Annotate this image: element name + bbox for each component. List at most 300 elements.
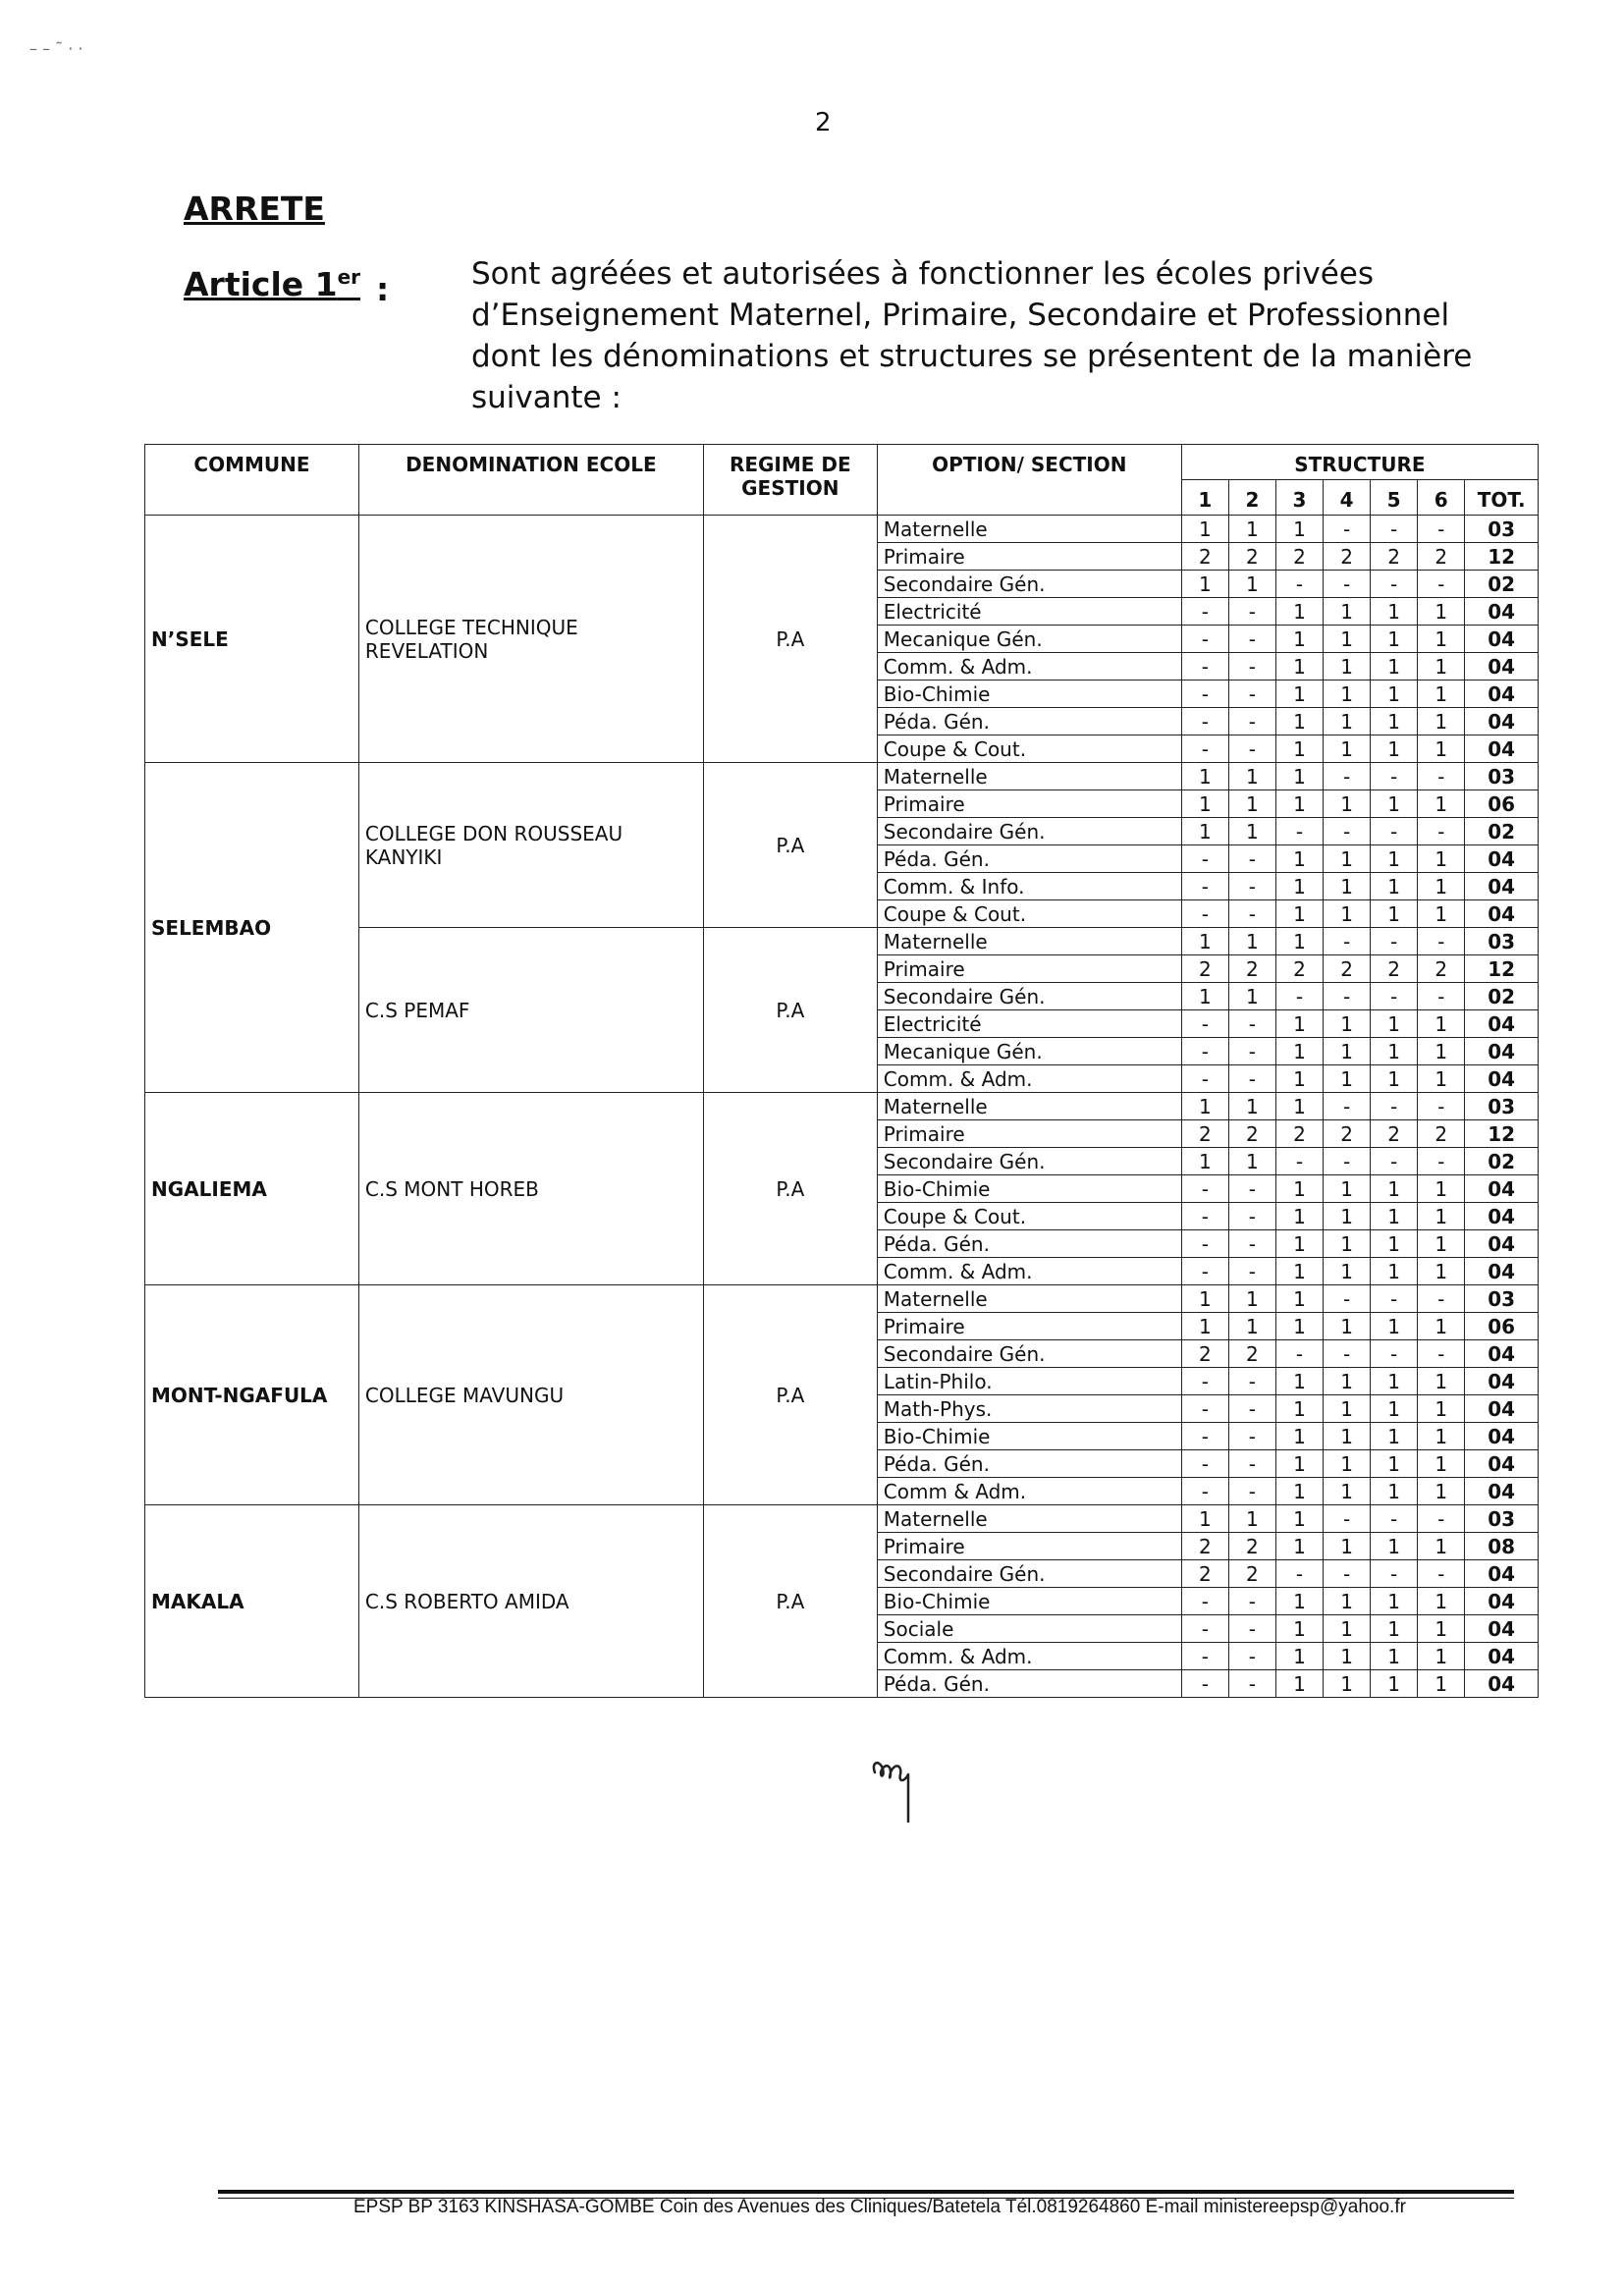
structure-level-cell: - — [1371, 818, 1418, 845]
structure-total-cell: 03 — [1465, 1093, 1539, 1120]
structure-level-cell: 1 — [1275, 1643, 1323, 1670]
header-level: 1 — [1181, 480, 1228, 516]
structure-level-cell: 1 — [1228, 1313, 1275, 1340]
structure-level-cell: - — [1324, 928, 1371, 955]
structure-level-cell: - — [1228, 1175, 1275, 1203]
structure-level-cell: - — [1228, 598, 1275, 626]
structure-level-cell: - — [1181, 1395, 1228, 1423]
structure-level-cell: - — [1324, 1148, 1371, 1175]
structure-total-cell: 04 — [1465, 1588, 1539, 1615]
structure-level-cell: 2 — [1371, 955, 1418, 983]
table-row — [145, 1285, 1539, 1313]
structure-level-cell: 1 — [1371, 681, 1418, 708]
structure-level-cell: - — [1181, 1038, 1228, 1065]
option-cell: Comm. & Adm. — [877, 1643, 1181, 1670]
structure-total-cell: 04 — [1465, 1560, 1539, 1588]
structure-level-cell: 1 — [1371, 735, 1418, 763]
structure-total-cell: 04 — [1465, 900, 1539, 928]
structure-level-cell: 2 — [1181, 1533, 1228, 1560]
school-name-cell: COLLEGE DON ROUSSEAU KANYIKI — [358, 763, 703, 928]
structure-level-cell: - — [1418, 1093, 1465, 1120]
structure-level-cell: 1 — [1418, 1010, 1465, 1038]
structure-level-cell: 1 — [1418, 1450, 1465, 1478]
structure-level-cell: 1 — [1371, 1643, 1418, 1670]
structure-level-cell: 1 — [1324, 1230, 1371, 1258]
footer-rule — [218, 2190, 1514, 2194]
structure-level-cell: 1 — [1228, 763, 1275, 790]
structure-total-cell: 04 — [1465, 1340, 1539, 1368]
option-cell: Math-Phys. — [877, 1395, 1181, 1423]
structure-level-cell: 2 — [1371, 1120, 1418, 1148]
structure-level-cell: - — [1371, 928, 1418, 955]
option-cell: Mecanique Gén. — [877, 626, 1181, 653]
structure-level-cell: - — [1228, 1038, 1275, 1065]
structure-level-cell: - — [1228, 1670, 1275, 1698]
structure-level-cell: - — [1228, 900, 1275, 928]
structure-level-cell: - — [1228, 626, 1275, 653]
structure-total-cell: 12 — [1465, 1120, 1539, 1148]
structure-total-cell: 03 — [1465, 1285, 1539, 1313]
structure-level-cell: 2 — [1275, 955, 1323, 983]
structure-total-cell: 04 — [1465, 1478, 1539, 1505]
structure-level-cell: 1 — [1324, 790, 1371, 818]
regime-cell: P.A — [703, 516, 877, 763]
structure-level-cell: 1 — [1275, 1670, 1323, 1698]
option-cell: Maternelle — [877, 516, 1181, 543]
structure-level-cell: - — [1418, 1560, 1465, 1588]
structure-level-cell: - — [1371, 1093, 1418, 1120]
structure-level-cell: 1 — [1324, 845, 1371, 873]
structure-level-cell: - — [1324, 763, 1371, 790]
structure-level-cell: 1 — [1418, 845, 1465, 873]
structure-level-cell: 1 — [1371, 1368, 1418, 1395]
commune-cell: N’SELE — [145, 516, 359, 763]
option-cell: Primaire — [877, 955, 1181, 983]
structure-total-cell: 04 — [1465, 1258, 1539, 1285]
structure-level-cell: - — [1181, 845, 1228, 873]
option-cell: Secondaire Gén. — [877, 1148, 1181, 1175]
structure-level-cell: 1 — [1371, 1670, 1418, 1698]
structure-level-cell: 1 — [1228, 571, 1275, 598]
table-header-row — [145, 445, 1539, 480]
option-cell: Primaire — [877, 1533, 1181, 1560]
structure-level-cell: 1 — [1418, 1313, 1465, 1340]
structure-level-cell: 1 — [1228, 983, 1275, 1010]
option-cell: Latin-Philo. — [877, 1368, 1181, 1395]
structure-total-cell: 02 — [1465, 571, 1539, 598]
structure-level-cell: 1 — [1275, 1450, 1323, 1478]
structure-level-cell: - — [1181, 1423, 1228, 1450]
structure-level-cell: - — [1181, 1203, 1228, 1230]
option-cell: Coupe & Cout. — [877, 900, 1181, 928]
structure-level-cell: 1 — [1181, 983, 1228, 1010]
article-colon: : — [376, 270, 390, 308]
option-cell: Maternelle — [877, 1093, 1181, 1120]
structure-level-cell: - — [1324, 1505, 1371, 1533]
structure-level-cell: 1 — [1228, 1148, 1275, 1175]
structure-level-cell: 2 — [1228, 543, 1275, 571]
structure-level-cell: 1 — [1181, 790, 1228, 818]
structure-level-cell: - — [1418, 1505, 1465, 1533]
structure-level-cell: 1 — [1275, 1478, 1323, 1505]
structure-level-cell: 1 — [1228, 1285, 1275, 1313]
commune-cell: NGALIEMA — [145, 1093, 359, 1285]
structure-level-cell: - — [1371, 1285, 1418, 1313]
structure-level-cell: 2 — [1275, 543, 1323, 571]
structure-level-cell: 1 — [1181, 1093, 1228, 1120]
structure-level-cell: - — [1228, 735, 1275, 763]
structure-level-cell: 1 — [1418, 1395, 1465, 1423]
structure-level-cell: - — [1228, 1065, 1275, 1093]
structure-level-cell: - — [1371, 1148, 1418, 1175]
structure-level-cell: - — [1181, 900, 1228, 928]
structure-level-cell: - — [1181, 873, 1228, 900]
structure-total-cell: 04 — [1465, 1670, 1539, 1698]
structure-level-cell: - — [1418, 818, 1465, 845]
structure-level-cell: 2 — [1418, 955, 1465, 983]
structure-level-cell: - — [1371, 1505, 1418, 1533]
structure-level-cell: 1 — [1275, 1038, 1323, 1065]
structure-level-cell: 1 — [1181, 818, 1228, 845]
structure-level-cell: 1 — [1324, 1175, 1371, 1203]
option-cell: Primaire — [877, 1313, 1181, 1340]
option-cell: Primaire — [877, 1120, 1181, 1148]
option-cell: Sociale — [877, 1615, 1181, 1643]
structure-level-cell: - — [1228, 845, 1275, 873]
structure-total-cell: 06 — [1465, 790, 1539, 818]
header-ecole: DENOMINATION ECOLE — [358, 445, 703, 516]
structure-level-cell: 1 — [1418, 626, 1465, 653]
decree-heading: ARRETE — [184, 190, 325, 228]
structure-level-cell: 1 — [1418, 1203, 1465, 1230]
structure-level-cell: 1 — [1275, 845, 1323, 873]
structure-level-cell: 1 — [1324, 1450, 1371, 1478]
structure-level-cell: 1 — [1418, 1615, 1465, 1643]
structure-level-cell: - — [1181, 598, 1228, 626]
header-structure: STRUCTURE — [1181, 445, 1538, 480]
initials-signature — [869, 1753, 928, 1826]
structure-level-cell: 1 — [1418, 653, 1465, 681]
regime-cell: P.A — [703, 1505, 877, 1698]
structure-level-cell: - — [1228, 708, 1275, 735]
option-cell: Comm. & Adm. — [877, 653, 1181, 681]
structure-level-cell: - — [1275, 1340, 1323, 1368]
structure-level-cell: 1 — [1275, 928, 1323, 955]
structure-level-cell: 1 — [1418, 1065, 1465, 1093]
structure-level-cell: 1 — [1418, 1258, 1465, 1285]
structure-level-cell: - — [1371, 1560, 1418, 1588]
structure-level-cell: 1 — [1418, 681, 1465, 708]
structure-total-cell: 04 — [1465, 598, 1539, 626]
structure-level-cell: 1 — [1275, 763, 1323, 790]
structure-level-cell: 1 — [1371, 1038, 1418, 1065]
option-cell: Maternelle — [877, 763, 1181, 790]
structure-total-cell: 03 — [1465, 516, 1539, 543]
structure-level-cell: 1 — [1324, 1368, 1371, 1395]
option-cell: Comm. & Adm. — [877, 1258, 1181, 1285]
structure-level-cell: 1 — [1418, 1588, 1465, 1615]
school-name-cell: C.S PEMAF — [358, 928, 703, 1093]
option-cell: Mecanique Gén. — [877, 1038, 1181, 1065]
structure-level-cell: 1 — [1371, 598, 1418, 626]
structure-level-cell: - — [1181, 1065, 1228, 1093]
structure-level-cell: - — [1418, 1148, 1465, 1175]
table-row — [145, 1505, 1539, 1533]
structure-total-cell: 04 — [1465, 1643, 1539, 1670]
structure-total-cell: 04 — [1465, 1203, 1539, 1230]
structure-level-cell: 1 — [1324, 598, 1371, 626]
structure-level-cell: 2 — [1228, 1560, 1275, 1588]
structure-level-cell: - — [1228, 1010, 1275, 1038]
option-cell: Coupe & Cout. — [877, 1203, 1181, 1230]
structure-level-cell: 1 — [1324, 1313, 1371, 1340]
structure-level-cell: 1 — [1418, 1230, 1465, 1258]
option-cell: Péda. Gén. — [877, 708, 1181, 735]
structure-level-cell: - — [1324, 1560, 1371, 1588]
structure-level-cell: 1 — [1181, 928, 1228, 955]
structure-level-cell: - — [1228, 1203, 1275, 1230]
regime-cell: P.A — [703, 763, 877, 928]
structure-total-cell: 06 — [1465, 1313, 1539, 1340]
structure-level-cell: 1 — [1371, 626, 1418, 653]
table-row — [145, 1093, 1539, 1120]
structure-level-cell: 1 — [1275, 516, 1323, 543]
structure-level-cell: 1 — [1324, 900, 1371, 928]
structure-level-cell: 1 — [1181, 1285, 1228, 1313]
header-level: 3 — [1275, 480, 1323, 516]
structure-level-cell: - — [1181, 1643, 1228, 1670]
option-cell: Secondaire Gén. — [877, 983, 1181, 1010]
structure-level-cell: - — [1418, 516, 1465, 543]
article-label-text: Article 1 — [184, 265, 338, 303]
structure-total-cell: 04 — [1465, 845, 1539, 873]
option-cell: Electricité — [877, 1010, 1181, 1038]
structure-level-cell: - — [1181, 1230, 1228, 1258]
header-level: 2 — [1228, 480, 1275, 516]
structure-level-cell: - — [1228, 1643, 1275, 1670]
option-cell: Secondaire Gén. — [877, 1560, 1181, 1588]
option-cell: Maternelle — [877, 1505, 1181, 1533]
structure-level-cell: - — [1228, 1230, 1275, 1258]
structure-total-cell: 03 — [1465, 1505, 1539, 1533]
structure-level-cell: 1 — [1275, 1203, 1323, 1230]
structure-total-cell: 04 — [1465, 708, 1539, 735]
structure-level-cell: 1 — [1418, 1670, 1465, 1698]
structure-level-cell: - — [1371, 983, 1418, 1010]
structure-level-cell: 1 — [1324, 1395, 1371, 1423]
structure-level-cell: - — [1181, 1478, 1228, 1505]
structure-level-cell: 1 — [1418, 1368, 1465, 1395]
option-cell: Comm. & Info. — [877, 873, 1181, 900]
structure-level-cell: - — [1228, 1395, 1275, 1423]
option-cell: Secondaire Gén. — [877, 818, 1181, 845]
option-cell: Maternelle — [877, 928, 1181, 955]
structure-level-cell: - — [1324, 571, 1371, 598]
structure-level-cell: 1 — [1275, 900, 1323, 928]
header-total: TOT. — [1465, 480, 1539, 516]
structure-total-cell: 04 — [1465, 626, 1539, 653]
structure-total-cell: 03 — [1465, 763, 1539, 790]
structure-total-cell: 04 — [1465, 1423, 1539, 1450]
structure-level-cell: 2 — [1324, 955, 1371, 983]
option-cell: Péda. Gén. — [877, 1670, 1181, 1698]
option-cell: Maternelle — [877, 1285, 1181, 1313]
option-cell: Péda. Gén. — [877, 1230, 1181, 1258]
structure-level-cell: - — [1371, 516, 1418, 543]
structure-level-cell: 2 — [1181, 955, 1228, 983]
structure-level-cell: - — [1418, 928, 1465, 955]
school-name-cell: COLLEGE MAVUNGU — [358, 1285, 703, 1505]
structure-level-cell: 1 — [1324, 873, 1371, 900]
structure-level-cell: 1 — [1275, 1313, 1323, 1340]
structure-level-cell: 1 — [1324, 1643, 1371, 1670]
structure-level-cell: 1 — [1228, 790, 1275, 818]
structure-level-cell: 1 — [1181, 1313, 1228, 1340]
header-option: OPTION/ SECTION — [877, 445, 1181, 516]
structure-total-cell: 02 — [1465, 1148, 1539, 1175]
structure-level-cell: 1 — [1275, 1285, 1323, 1313]
structure-level-cell: 1 — [1324, 1670, 1371, 1698]
table-row — [145, 516, 1539, 543]
structure-level-cell: - — [1324, 1093, 1371, 1120]
structure-level-cell: 1 — [1371, 873, 1418, 900]
structure-level-cell: 1 — [1228, 516, 1275, 543]
structure-level-cell: 1 — [1228, 928, 1275, 955]
structure-level-cell: 1 — [1371, 1313, 1418, 1340]
structure-level-cell: - — [1324, 516, 1371, 543]
structure-level-cell: 1 — [1275, 790, 1323, 818]
structure-level-cell: - — [1228, 1423, 1275, 1450]
structure-total-cell: 04 — [1465, 1230, 1539, 1258]
structure-total-cell: 04 — [1465, 1450, 1539, 1478]
structure-level-cell: 1 — [1371, 790, 1418, 818]
structure-level-cell: 2 — [1228, 1340, 1275, 1368]
structure-level-cell: - — [1324, 983, 1371, 1010]
structure-level-cell: - — [1418, 1285, 1465, 1313]
structure-level-cell: 1 — [1418, 873, 1465, 900]
structure-level-cell: 1 — [1418, 1175, 1465, 1203]
structure-level-cell: 1 — [1371, 1423, 1418, 1450]
structure-total-cell: 04 — [1465, 681, 1539, 708]
structure-level-cell: - — [1228, 1450, 1275, 1478]
structure-level-cell: 1 — [1418, 1038, 1465, 1065]
structure-level-cell: - — [1275, 571, 1323, 598]
article-text-line: suivante : — [471, 380, 622, 415]
structure-level-cell: - — [1228, 1588, 1275, 1615]
structure-level-cell: 1 — [1371, 1588, 1418, 1615]
structure-level-cell: 1 — [1181, 516, 1228, 543]
structure-level-cell: - — [1275, 983, 1323, 1010]
structure-level-cell: 1 — [1275, 708, 1323, 735]
structure-level-cell: 2 — [1418, 1120, 1465, 1148]
structure-level-cell: 1 — [1275, 626, 1323, 653]
school-name-cell: C.S ROBERTO AMIDA — [358, 1505, 703, 1698]
structure-level-cell: - — [1228, 681, 1275, 708]
structure-level-cell: 1 — [1371, 653, 1418, 681]
header-regime: REGIME DE GESTION — [703, 445, 877, 516]
structure-level-cell: - — [1228, 1368, 1275, 1395]
structure-level-cell: 1 — [1275, 735, 1323, 763]
structure-level-cell: 1 — [1324, 1065, 1371, 1093]
structure-level-cell: - — [1324, 1285, 1371, 1313]
structure-level-cell: 1 — [1275, 598, 1323, 626]
regime-cell: P.A — [703, 1093, 877, 1285]
schools-table — [144, 444, 1539, 1698]
structure-level-cell: 1 — [1324, 1010, 1371, 1038]
structure-level-cell: 1 — [1324, 1588, 1371, 1615]
structure-level-cell: - — [1181, 735, 1228, 763]
structure-level-cell: - — [1418, 1340, 1465, 1368]
option-cell: Secondaire Gén. — [877, 1340, 1181, 1368]
structure-level-cell: 1 — [1181, 1148, 1228, 1175]
structure-level-cell: - — [1418, 571, 1465, 598]
structure-level-cell: 1 — [1324, 708, 1371, 735]
structure-level-cell: - — [1324, 1340, 1371, 1368]
scan-margin-marks: – – ˜ · · — [29, 39, 83, 58]
structure-level-cell: - — [1181, 1010, 1228, 1038]
structure-level-cell: - — [1181, 1670, 1228, 1698]
commune-cell: MONT-NGAFULA — [145, 1285, 359, 1505]
option-cell: Coupe & Cout. — [877, 735, 1181, 763]
regime-cell: P.A — [703, 1285, 877, 1505]
option-cell: Comm & Adm. — [877, 1478, 1181, 1505]
footer-address: EPSP BP 3163 KINSHASA-GOMBE Coin des Avenues des Cliniques/Batetela Tél.0819264860 E-mail ministereepsp@yahoo.fr — [353, 2197, 1406, 2217]
structure-level-cell: - — [1181, 1450, 1228, 1478]
structure-level-cell: 2 — [1418, 543, 1465, 571]
structure-total-cell: 03 — [1465, 928, 1539, 955]
structure-level-cell: 1 — [1275, 873, 1323, 900]
structure-total-cell: 04 — [1465, 653, 1539, 681]
structure-level-cell: 1 — [1418, 1643, 1465, 1670]
structure-total-cell: 02 — [1465, 983, 1539, 1010]
school-name-cell: COLLEGE TECHNIQUE REVELATION — [358, 516, 703, 763]
option-cell: Electricité — [877, 598, 1181, 626]
structure-level-cell: 1 — [1418, 790, 1465, 818]
structure-level-cell: - — [1181, 1368, 1228, 1395]
structure-level-cell: - — [1181, 708, 1228, 735]
structure-level-cell: 1 — [1275, 1065, 1323, 1093]
article-label-sup: er — [337, 265, 361, 289]
structure-total-cell: 04 — [1465, 1010, 1539, 1038]
structure-level-cell: 1 — [1371, 1615, 1418, 1643]
structure-level-cell: 1 — [1371, 1395, 1418, 1423]
structure-level-cell: 1 — [1275, 1258, 1323, 1285]
structure-level-cell: - — [1275, 1560, 1323, 1588]
structure-level-cell: 1 — [1324, 626, 1371, 653]
structure-level-cell: 1 — [1228, 1505, 1275, 1533]
structure-level-cell: - — [1371, 571, 1418, 598]
structure-level-cell: 1 — [1275, 1368, 1323, 1395]
structure-level-cell: - — [1181, 1175, 1228, 1203]
structure-level-cell: - — [1371, 1340, 1418, 1368]
structure-level-cell: 1 — [1324, 1258, 1371, 1285]
structure-total-cell: 12 — [1465, 543, 1539, 571]
structure-level-cell: - — [1181, 626, 1228, 653]
table-row — [145, 763, 1539, 790]
structure-level-cell: 1 — [1371, 1533, 1418, 1560]
structure-level-cell: - — [1228, 873, 1275, 900]
structure-level-cell: 1 — [1418, 598, 1465, 626]
structure-level-cell: 1 — [1324, 1203, 1371, 1230]
structure-level-cell: 1 — [1181, 763, 1228, 790]
table-body — [145, 516, 1539, 1698]
option-cell: Péda. Gén. — [877, 845, 1181, 873]
structure-level-cell: - — [1181, 1615, 1228, 1643]
structure-level-cell: 2 — [1228, 1120, 1275, 1148]
structure-level-cell: 2 — [1324, 543, 1371, 571]
structure-level-cell: 1 — [1275, 1010, 1323, 1038]
structure-level-cell: 1 — [1275, 1615, 1323, 1643]
